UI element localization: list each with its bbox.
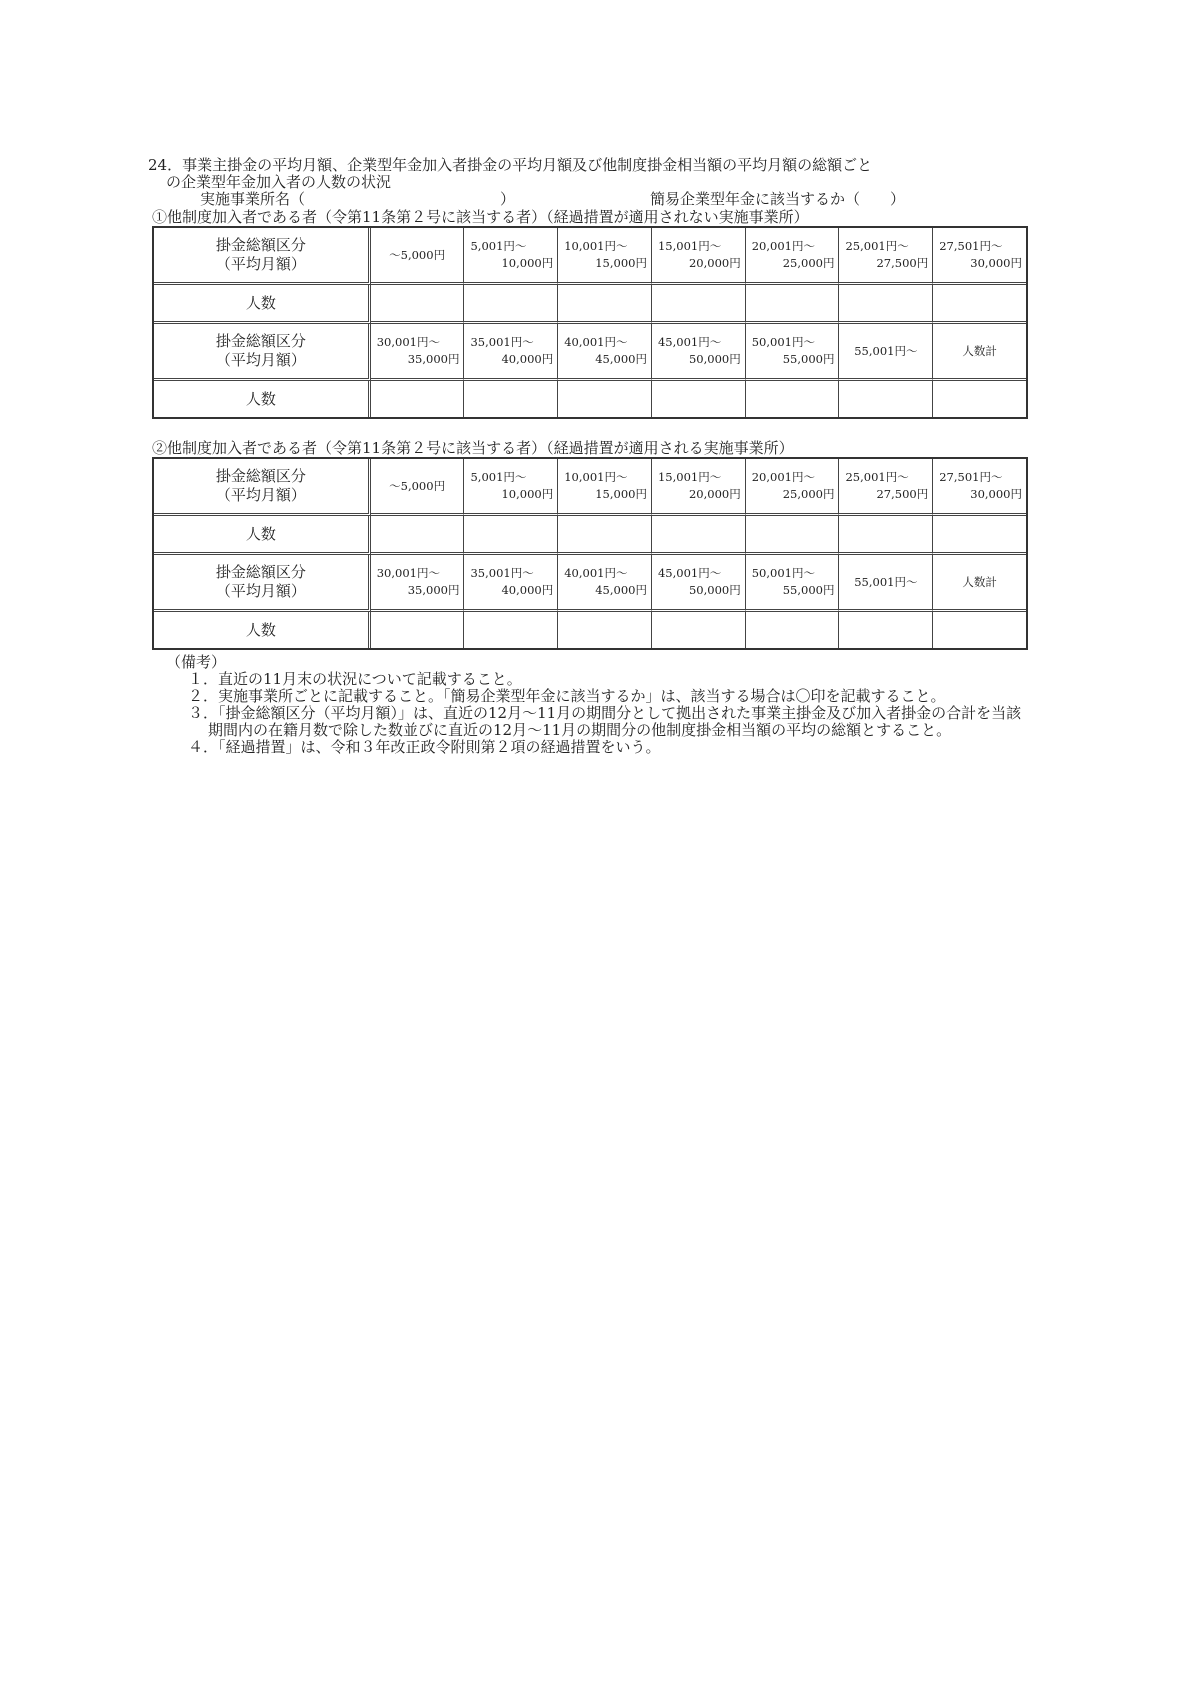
count-header: 人数 [154,285,371,324]
form-title: 24．事業主掛金の平均月額、企業型年金加入者掛金の平均月額及び他制度掛金相当額の平均月額の総額ごと [148,156,873,174]
range-cell: 10,001円～ 15,000円 [558,228,652,285]
range-row [154,324,1026,381]
section2-table [152,457,1028,650]
range-header: 掛金総額区分 （平均月額） [154,555,371,612]
range-header: 掛金総額区分 （平均月額） [154,324,371,381]
range-cell: ～5,000円 [371,459,465,516]
count-cell[interactable] [464,612,558,648]
range-cell: 人数計 [933,555,1026,612]
count-row [154,612,1026,648]
range-cell: 30,001円～ 35,000円 [371,324,465,381]
section1-label: ①他制度加入者である者（令第11条第２号に該当する者）（経過措置が適用されない実施事業所） [152,208,809,226]
range-cell: 35,001円～ 40,000円 [464,324,558,381]
document [148,157,1028,756]
count-cell[interactable] [839,612,933,648]
note-item: ２．実施事業所ごとに記載すること。「簡易企業型年金に該当するか」は、該当する場合は〇印を記載すること。 [188,687,946,705]
count-cell[interactable] [558,381,652,417]
range-cell: 50,001円～ 55,000円 [746,324,840,381]
count-header: 人数 [154,381,371,417]
range-cell: ～5,000円 [371,228,465,285]
count-cell[interactable] [933,285,1026,324]
range-cell: 15,001円～ 20,000円 [652,459,746,516]
count-cell[interactable] [371,381,465,417]
range-cell: 20,001円～ 25,000円 [746,459,840,516]
range-row [154,228,1026,285]
range-row [154,555,1026,612]
range-cell: 35,001円～ 40,000円 [464,555,558,612]
range-header: 掛金総額区分 （平均月額） [154,459,371,516]
count-header: 人数 [154,516,371,555]
office-line [148,191,1028,208]
range-cell: 20,001円～ 25,000円 [746,228,840,285]
range-row [154,459,1026,516]
range-cell: 50,001円～ 55,000円 [746,555,840,612]
note-item: １．直近の11月末の状況について記載すること。 [188,670,522,688]
simple-pension-question: 簡易企業型年金に該当するか（ ） [650,190,906,208]
range-cell: 5,001円～ 10,000円 [464,459,558,516]
count-cell[interactable] [652,516,746,555]
range-cell: 25,001円～ 27,500円 [839,459,933,516]
office-name-close: ） [500,190,516,208]
count-cell[interactable] [371,516,465,555]
count-row [154,516,1026,555]
count-cell[interactable] [652,285,746,324]
note-item: ３．「掛金総額区分（平均月額）」は、直近の12月～11月の期間分として拠出された事業主掛金及び加入者掛金の合計を当該期間内の在籍月数で除した数並びに直近の12月～11月の期間分の他制度掛金相当額の平均の総額とすること。 [188,704,1022,739]
count-cell[interactable] [746,612,840,648]
count-cell[interactable] [652,612,746,648]
range-cell: 25,001円～ 27,500円 [839,228,933,285]
count-cell[interactable] [371,612,465,648]
count-cell[interactable] [933,381,1026,417]
count-cell[interactable] [558,612,652,648]
notes-heading: （備考） [166,653,227,671]
count-cell[interactable] [464,516,558,555]
count-cell[interactable] [652,381,746,417]
count-cell[interactable] [839,381,933,417]
range-cell: 55,001円～ [839,555,933,612]
count-cell[interactable] [746,516,840,555]
office-name-label: 実施事業所名（ [200,190,306,208]
count-header: 人数 [154,612,371,648]
range-header: 掛金総額区分 （平均月額） [154,228,371,285]
count-cell[interactable] [746,381,840,417]
range-cell: 45,001円～ 50,000円 [652,324,746,381]
range-cell: 人数計 [933,324,1026,381]
range-cell: 15,001円～ 20,000円 [652,228,746,285]
range-cell: 10,001円～ 15,000円 [558,459,652,516]
count-cell[interactable] [464,381,558,417]
form-title-continued: の企業型年金加入者の人数の状況 [166,173,392,191]
range-cell: 27,501円～ 30,000円 [933,228,1026,285]
count-cell[interactable] [558,285,652,324]
count-cell[interactable] [371,285,465,324]
section1-table [152,226,1028,419]
count-cell[interactable] [839,285,933,324]
range-cell: 40,001円～ 45,000円 [558,555,652,612]
section2-label: ②他制度加入者である者（令第11条第２号に該当する者）（経過措置が適用される実施事業所） [152,439,794,457]
count-cell[interactable] [558,516,652,555]
range-cell: 40,001円～ 45,000円 [558,324,652,381]
count-cell[interactable] [933,612,1026,648]
notes [148,654,1028,756]
count-cell[interactable] [933,516,1026,555]
count-cell[interactable] [746,285,840,324]
count-cell[interactable] [839,516,933,555]
range-cell: 45,001円～ 50,000円 [652,555,746,612]
range-cell: 30,001円～ 35,000円 [371,555,465,612]
note-item: ４．「経過措置」は、令和３年改正政令附則第２項の経過措置をいう。 [188,738,661,756]
range-cell: 27,501円～ 30,000円 [933,459,1026,516]
count-row [154,285,1026,324]
range-cell: 55,001円～ [839,324,933,381]
count-row [154,381,1026,417]
range-cell: 5,001円～ 10,000円 [464,228,558,285]
count-cell[interactable] [464,285,558,324]
